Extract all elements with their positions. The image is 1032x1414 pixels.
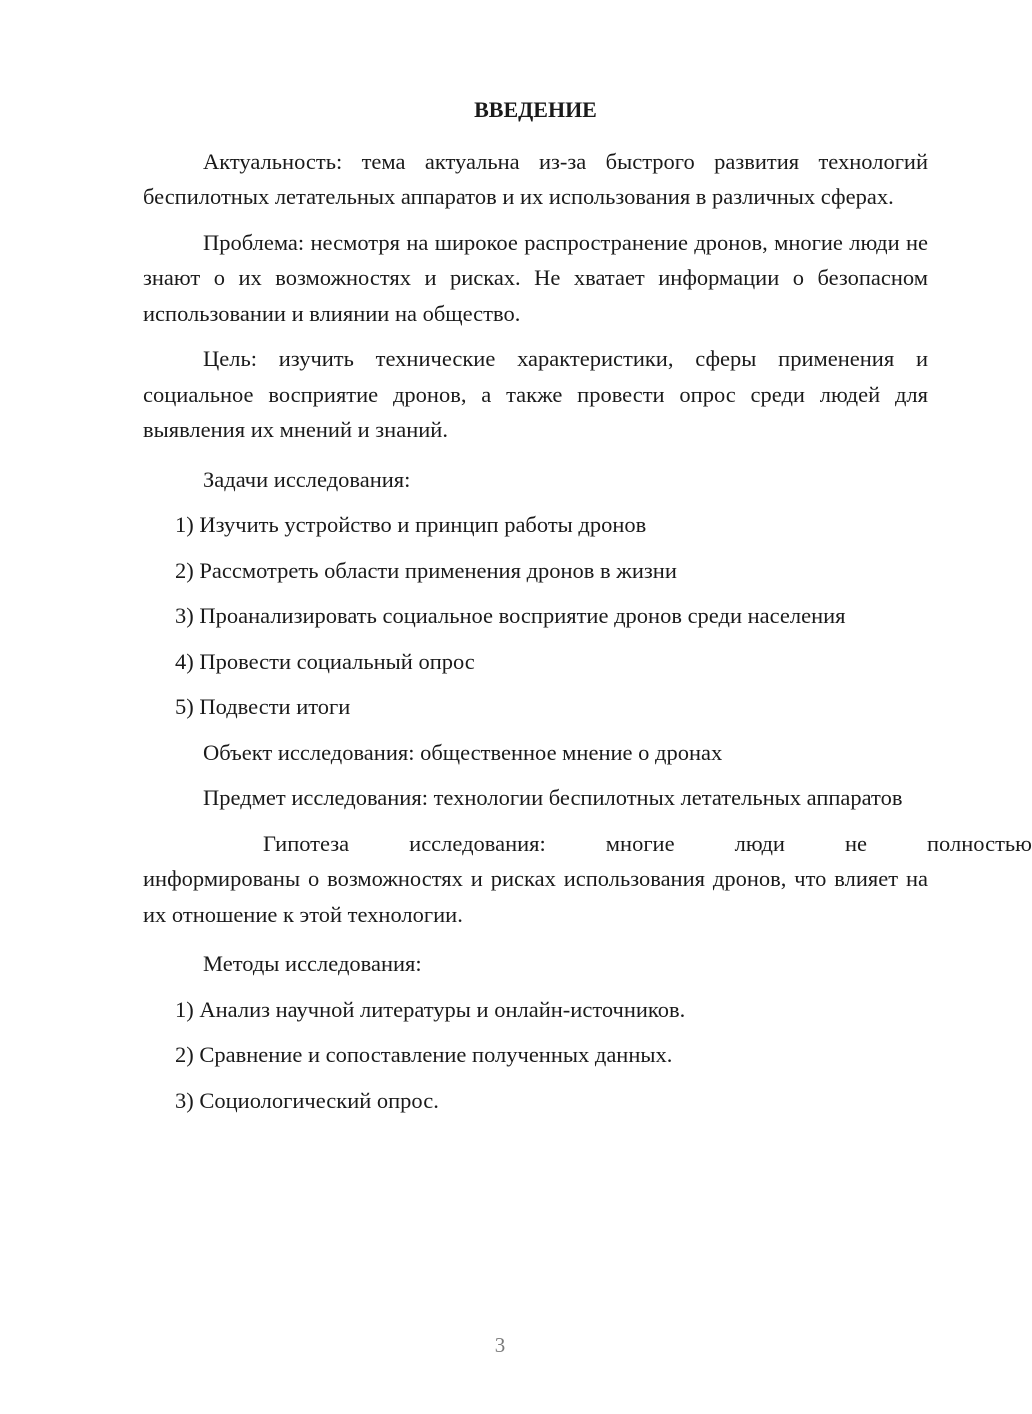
goal-paragraph: Цель: изучить технические характеристики, сферы применения и социальное восприятие дронов, а также провести опрос среди людей для выявления их мнений и знаний. [143,346,928,442]
hypothesis-word: люди [734,830,785,856]
task-item: 2) Рассмотреть области применения дронов в жизни [175,557,677,583]
task-item: 4) Провести социальный опрос [175,648,475,674]
document-body [143,92,1032,1128]
task-item: 3) Проанализировать социальное восприятие дронов среди населения [175,603,846,628]
tasks-title: Задачи исследования: [203,466,411,492]
object-paragraph: Объект исследования: общественное мнение о дронах [203,739,723,765]
subject-paragraph: Предмет исследования: технологии беспилотных летательных аппаратов [203,785,903,810]
hypothesis-word: многие [605,830,675,856]
method-item: 3) Социологический опрос. [175,1087,439,1113]
hypothesis-word: не [844,830,868,856]
hypothesis-first-line [143,826,1032,862]
hypothesis-word: Гипотеза [263,830,350,856]
page-heading: ВВЕДЕНИЕ [474,97,597,122]
methods-title: Методы исследования: [203,951,422,976]
task-item: 1) Изучить устройство и принцип работы дронов [175,512,647,537]
method-item: 1) Анализ научной литературы и онлайн-источников. [175,996,686,1022]
method-item: 2) Сравнение и сопоставление полученных данных. [175,1042,673,1067]
page-number: 3 [494,1333,506,1357]
hypothesis-rest: информированы о возможностях и рисках использования дронов, что влияет на их отношение к этой технологии. [143,866,928,927]
problem-paragraph: Проблема: несмотря на широкое распространение дронов, многие люди не знают о их возможностях и рисках. Не хватает информации о безопасном использовании и влиянии на общество. [143,229,928,326]
hypothesis-word: полностью [927,830,1032,856]
hypothesis-paragraph [143,826,1032,933]
relevance-paragraph: Актуальность: тема актуальна из-за быстрого развития технологий беспилотных летательных аппаратов и их использования в различных сферах. [143,148,928,209]
hypothesis-word: исследования: [409,830,546,856]
task-item: 5) Подвести итоги [175,694,351,719]
